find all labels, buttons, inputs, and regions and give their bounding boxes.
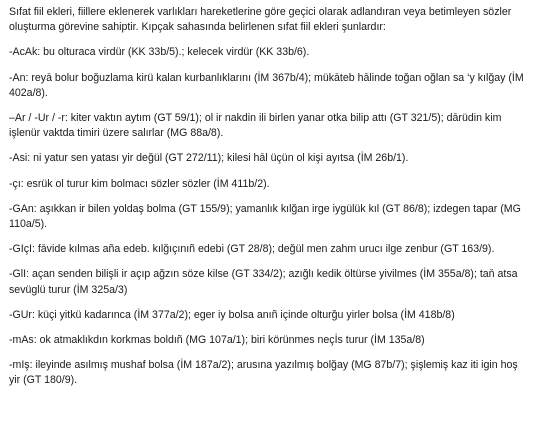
paragraph-acak: -AcAk: bu olturaca virdür (KK 33b/5).; kelecek virdür (KK 33b/6). bbox=[9, 46, 310, 59]
intro-paragraph: Sıfat fiil ekleri, fiillere eklenerek varlıkları hareketlerine göre geçici olarak adlandıran veya betimleyen sözler oluşturma görevine sahiptir. Kıpçak sahasında belirlenen sıfat fiil ekleri şunlardır: bbox=[9, 6, 512, 34]
paragraph-mas: -mAs: ok atmaklıkdın korkmas boldıñ (MG 107a/1); biri körünmes neçİs turur (İM 135a/8) bbox=[9, 334, 425, 347]
paragraph-ar-ur-r: –Ar / -Ur / -r: kiter vaktın aytım (GT 59/1); ol ir nakdin ili birlen yanar otka bilip attı (GT 321/5); dārüdin kim işlenür vaktda timiri üzere salırlar (MG 88a/8). bbox=[9, 112, 502, 140]
paragraph-ci: -çı: esrük ol turur kim bolmacı sözler sözler (İM 411b/2). bbox=[9, 177, 270, 190]
paragraph-gan: -GAn: aşıkkan ir bilen yoldaş bolma (GT 155/9); yamanlık kılğan irge iygülük kıl (GT 86/8); izdegen tapar (MG 110a/5). bbox=[9, 202, 521, 231]
paragraph-gur: -GUr: küçi yitkü kadarınca (İM 377a/2); eger iy bolsa anıñ içinde olturğu yirler bolsa (İM 418b/8) bbox=[9, 308, 455, 321]
paragraph-mis: -mIş: ileyinde asılmış mushaf bolsa (İM 187a/2); arusına yazılmış bolğay (MG 87b/7); şişlemiş kaz iti igin hoş yir (GT 180/9). bbox=[9, 359, 518, 387]
paragraph-gici: -GIçI: fāvide kılmas aña edeb. kılğıçınıñ edebi (GT 28/8); değül men zahm urucı ilge zenbur (GT 163/9). bbox=[9, 243, 495, 256]
document-body bbox=[9, 5, 525, 389]
paragraph-an: -An: reyā bolur boğuzlama kirü kalan kurbanlıklarını (İM 367b/4); mükāteb hālinde toğan oğlan sa ‘y kılğay (İM 402a/8). bbox=[9, 71, 524, 99]
paragraph-asi: -Asi: ni yatur sen yatası yir değül (GT 272/11); kilesi hāl üçün ol kişi ayıtsa (İM 26b/1). bbox=[9, 152, 409, 165]
paragraph-gli: -GlI: açan senden bilişli ir açıp ağzın söze kilse (GT 334/2); azığlı kedik öltürse yivilmes (İM 355a/8); taň atsa sevüglü turur (İM 325a/3) bbox=[9, 268, 518, 296]
